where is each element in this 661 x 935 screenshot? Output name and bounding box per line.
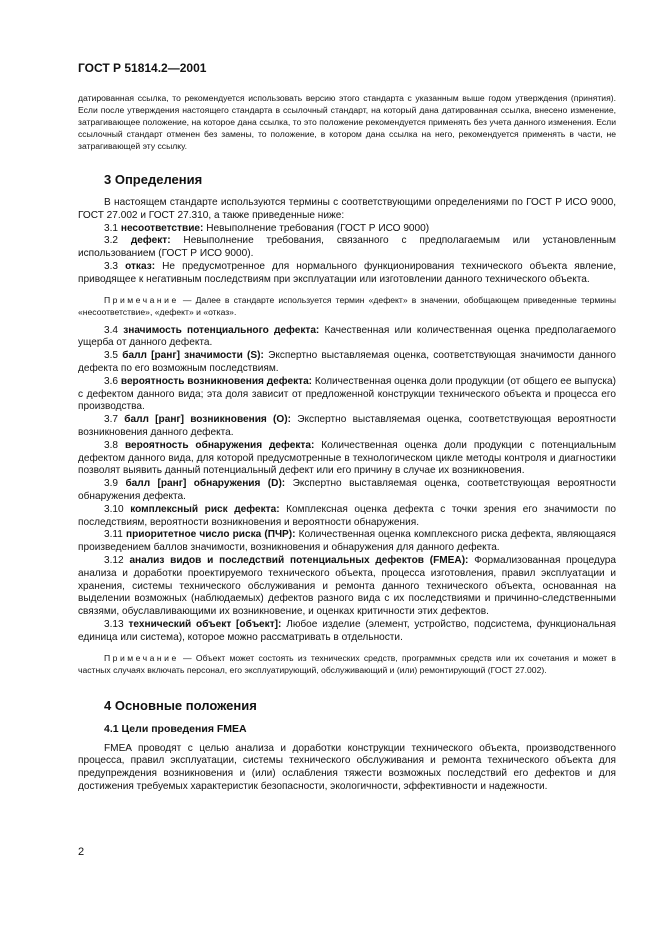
definition-number: 3.2 (104, 235, 119, 247)
definition-number: 3.10 (104, 503, 124, 515)
definitions-list-1 (78, 223, 616, 287)
definition-item (78, 619, 616, 645)
intro-paragraph: датированная ссылка, то рекомендуется использовать версию этого стандарта с указанным выше годом утверждения (принятия). Если после утверждения настоящего стандарта в ссылочный стандарт, на который дана датированная ссылка, внесено изменение, затрагивающее положение, на которое дана ссылка, то это положение рекомендуется применять без учета данного изменения. Если ссылочный стандарт отменен без замены, то положение, в котором дана ссылка на него, рекомендуется применять в части, не затрагивающей эту ссылку. (78, 93, 616, 151)
definitions-list-2 (78, 325, 616, 645)
section-4-heading: 4 Основные положения (104, 697, 257, 713)
page-content (78, 92, 616, 794)
definition-text: Невыполнение требования (ГОСТ Р ИСО 9000) (206, 222, 430, 234)
definition-number: 3.11 (104, 529, 123, 541)
definition-term: вероятность возникновения дефекта: (120, 375, 313, 387)
section-4-1-paragraph: FMEA проводят с целью анализа и доработки конструкции технического объекта, производственного процесса, правил эксплуатации, системы технического обслуживания и ремонта технического объекта для предупреждения возникновения и (или) ослабления тяжести возможных последствий его дефектов и для достижения требуемых характеристик безопасности, экологичности, эффективности и надежности. (78, 742, 616, 792)
definition-term: значимость потенциального дефекта: (123, 324, 320, 336)
definition-text: Количественная оценка доли продукции (от общего ее выпуска) с дефектом данного вида; эта доля зависит от предложенной конструкции технического объекта и процесса его производства. (78, 375, 617, 413)
definition-item (78, 261, 616, 287)
definition-text: Качественная или количественная оценка предполагаемого ущерба от данного дефекта. (78, 324, 616, 349)
definition-term: балл [ранг] обнаружения (D): (125, 478, 286, 490)
definition-item (78, 529, 616, 555)
definition-item (78, 325, 616, 351)
definition-term: комплексный риск дефекта: (130, 503, 280, 515)
definition-number: 3.5 (104, 350, 119, 362)
definition-text: Комплексная оценка дефекта с точки зрения его значимости по последствиям, вероятности возникновения и вероятности обнаружения. (78, 503, 617, 528)
definition-text: Количественная оценка комплексного риска дефекта, являющаяся произведением баллов значимости, возникновения и обнаружения для данного дефекта. (78, 529, 616, 554)
definition-term: отказ: (125, 260, 156, 272)
definition-number: 3.13 (104, 618, 124, 630)
note-2-text: — Объект может состоять из технических средств, программных средств или их сочетания и может в частных случаях включать персонал, его эксплуатирующий, обслуживающий и (или) ремонтирующий (ГОСТ 27.002). (78, 652, 617, 675)
page-number: 2 (78, 846, 85, 858)
definition-term: технический объект [объект]: (128, 618, 282, 630)
definition-text: Любое изделие (элемент, устройство, подсистема, функциональная единица или система), которое можно рассматривать в отдельности. (78, 618, 617, 643)
definition-item (78, 478, 616, 504)
definition-term: дефект: (130, 235, 171, 247)
definition-text: Количественная оценка доли продукции с потенциальным дефектом данного вида, для которой предусмотренные в технологическом цикле методы контроля и диагностики позволят выявить данный потенциальный дефект или его причину в случае их возникновения. (78, 439, 617, 477)
document-id-header: ГОСТ Р 51814.2—2001 (78, 61, 207, 75)
definition-term: балл [ранг] значимости (S): (122, 350, 264, 362)
definition-text: Экспертно выставляемая оценка, соответствующая вероятности возникновения данного дефекта. (78, 414, 616, 438)
definition-number: 3.9 (104, 478, 119, 490)
definition-text: Экспертно выставляемая оценка, соответствующая вероятности обнаружения дефекта. (78, 478, 616, 502)
section-4-1-heading: 4.1 Цели проведения FMEA (104, 722, 247, 735)
definition-item (78, 440, 616, 478)
note-1-label: Примечание (104, 294, 179, 305)
definition-term: балл [ранг] возникновения (О): (124, 414, 291, 426)
definition-term: несоответствие: (120, 222, 204, 234)
definition-item (78, 223, 616, 236)
definition-number: 3.3 (104, 260, 119, 272)
definition-item (78, 350, 616, 376)
note-1-text: — Далее в стандарте используется термин «дефект» в значении, обобщающем приведенные термины «несоответствие», «дефект» и «отказ». (78, 294, 616, 317)
definition-number: 3.4 (104, 324, 119, 336)
section-3-intro: В настоящем стандарте используются термины с соответствующими определениями по ГОСТ Р ИСО 9000, ГОСТ 27.002 и ГОСТ 27.310, а также приведенные ниже: (78, 197, 616, 221)
definition-text: Не предусмотренное для нормального функционирования технического объекта явление, приводящее к негативным последствиям при эксплуатации или изготовлении данного технического объекта. (78, 260, 616, 285)
definition-number: 3.7 (104, 414, 119, 426)
definition-text: Невыполнение требования, связанного с предполагаемым или установленным использованием (ГОСТ Р ИСО 9000). (78, 235, 616, 260)
definition-text: Формализованная процедура анализа и доработки проектируемого технического объекта, процесса изготовления, правил эксплуатации и хранения, системы технического обслуживания и ремонта данного технического объекта, основанная на выделении возможных (наблюдаемых) дефектов разного вида с их последствиями и причинно-следственными связями, обуславливающими их возникновение, и оценках критичности этих дефектов. (78, 554, 616, 618)
definition-term: вероятность обнаружения дефекта: (124, 439, 315, 451)
section-3-heading: 3 Определения (104, 172, 203, 187)
definition-number: 3.6 (104, 375, 119, 387)
note-2 (78, 652, 616, 676)
note-1 (78, 294, 616, 318)
definition-term: приоритетное число риска (ПЧР): (126, 529, 296, 541)
definition-item (78, 414, 616, 440)
definition-item (78, 235, 616, 261)
definition-number: 3.1 (104, 222, 119, 234)
definition-item (78, 376, 616, 414)
note-2-label: Примечание (104, 652, 179, 663)
definition-item (78, 555, 616, 619)
definition-term: анализ видов и последствий потенциальных дефектов (FMEA): (129, 554, 469, 566)
definition-item (78, 504, 616, 530)
definition-number: 3.12 (104, 554, 124, 566)
definition-number: 3.8 (104, 439, 119, 451)
definition-text: Экспертно выставляемая оценка, соответствующая значимости данного дефекта по его возможным последствиям. (78, 350, 616, 374)
